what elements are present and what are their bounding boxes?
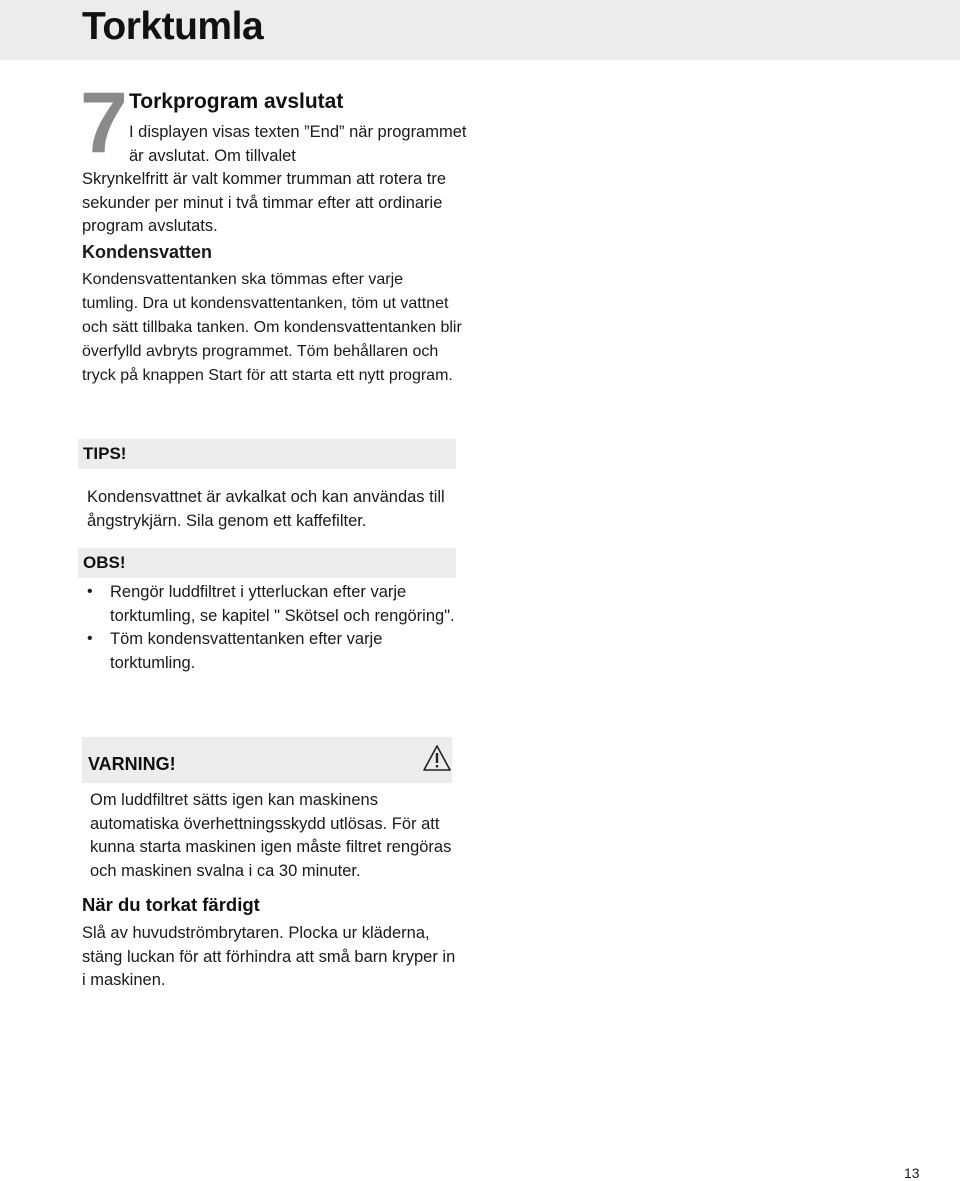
bullet: •	[87, 583, 93, 600]
obs-label: OBS!	[83, 553, 126, 572]
page-number: 13	[904, 1165, 920, 1181]
tips-label: TIPS!	[83, 444, 127, 463]
warning-triangle-icon	[422, 744, 452, 772]
obs-label-bar	[78, 548, 456, 578]
bullet: •	[87, 630, 93, 647]
warning-label-bar	[82, 737, 452, 783]
warning-text: Om luddfiltret sätts igen kan maskinens automatiska överhettningsskydd utlösas. För att kunna starta maskinen igen måste filtret rengöras och maskinen svalna i ca 30 minuter.	[90, 791, 452, 880]
step-title: Torkprogram avslutat	[129, 90, 344, 113]
list-item	[87, 628, 457, 675]
step-text-first: I displayen visas texten ”End” när programmet är avslutat. Om tillvalet	[129, 123, 467, 165]
kondensvatten-text: Kondensvattentanken ska tömmas efter varje tumling. Dra ut kondensvattentanken, töm ut vattnet och sätt tillbaka tanken. Om kondensvattentanken blir överfylld avbryts programmet. Töm behållaren och tryck på knappen Start för att starta ett nytt program.	[82, 271, 462, 384]
tips-label-bar	[78, 439, 456, 469]
list-item	[87, 581, 457, 628]
page-title: Torktumla	[82, 5, 264, 48]
step-number: 7	[80, 75, 126, 171]
obs-list	[87, 581, 457, 675]
page-header	[0, 0, 960, 60]
kondensvatten-heading: Kondensvatten	[82, 242, 213, 262]
done-heading: När du torkat färdigt	[82, 894, 260, 915]
warning-label: VARNING!	[88, 754, 176, 774]
step-text-rest: Skrynkelfritt är valt kommer trumman att rotera tre sekunder per minut i två timmar efter att ordinarie program avslutats.	[82, 170, 447, 235]
obs-item-text: Rengör luddfiltret i ytterluckan efter varje torktumling, se kapitel " Skötsel och rengöring".	[110, 583, 455, 625]
tips-text: Kondensvattnet är avkalkat och kan användas till ångstrykjärn. Sila genom ett kaffefilter.	[87, 488, 445, 530]
done-text: Slå av huvudströmbrytaren. Plocka ur kläderna, stäng luckan för att förhindra att små barn kryper in i maskinen.	[82, 924, 456, 989]
obs-item-text: Töm kondensvattentanken efter varje torktumling.	[110, 630, 383, 672]
